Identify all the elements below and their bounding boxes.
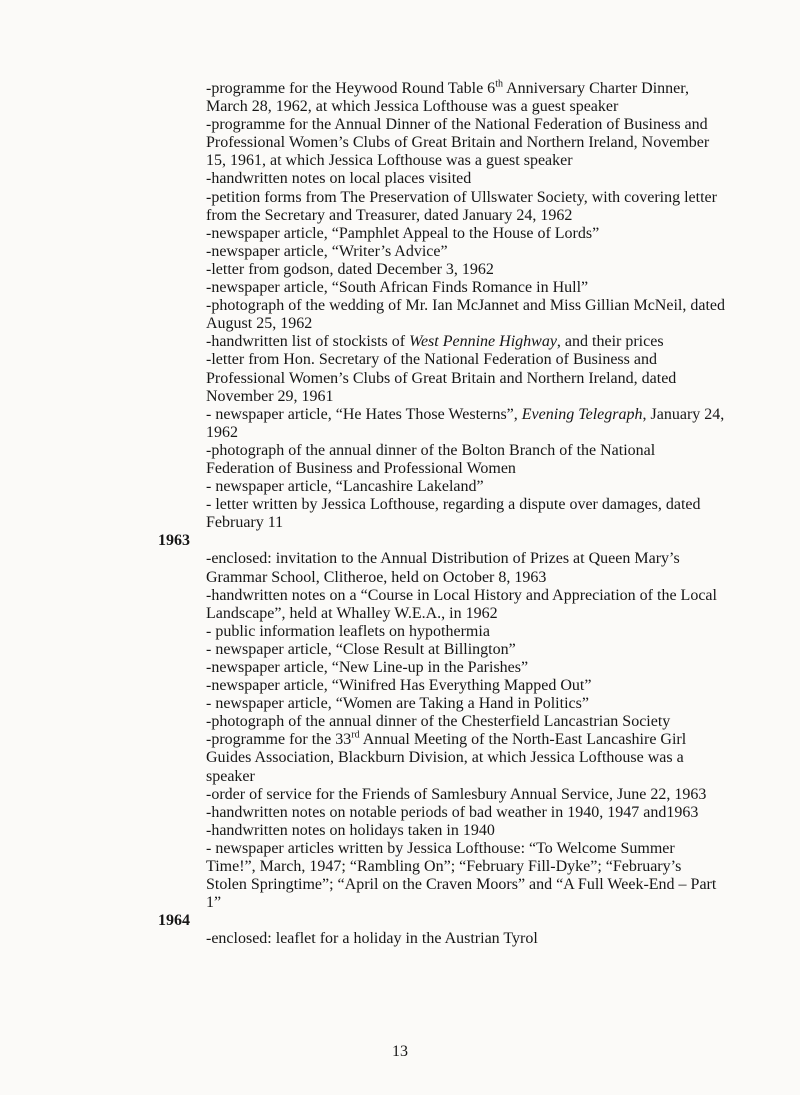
list-item: - newspaper article, “Women are Taking a Hand in Politics” xyxy=(206,695,589,713)
list-item: -programme for the Heywood Round Table 6th Anniversary Charter Dinner, March 28, 1962, at which Jessica Lofthouse was a guest speaker xyxy=(206,78,689,116)
year-gap-1964 xyxy=(206,912,726,930)
list-item: -newspaper article, “Winifred Has Everything Mapped Out” xyxy=(206,677,592,695)
list-1963 xyxy=(206,550,726,912)
list-item: - newspaper articles written by Jessica Lofthouse: “To Welcome Summer Time!”, March, 1947; “Rambling On”; “February Fill-Dyke”; “February’s Stolen Springtime”; “April on the Craven Moors” and “A Full Week-End – Part 1” xyxy=(206,839,717,912)
list-1962 xyxy=(206,80,726,532)
list-item: -newspaper article, “Pamphlet Appeal to the House of Lords” xyxy=(206,224,600,242)
list-item: -letter from Hon. Secretary of the National Federation of Business and Professional Women’s Clubs of Great Britain and Northern Ireland, dated November 29, 1961 xyxy=(206,351,677,405)
list-item: -programme for the Annual Dinner of the National Federation of Business and Professional Women’s Clubs of Great Britain and Northern Ireland, November 15, 1961, at which Jessica Lofthouse was a guest speaker xyxy=(206,116,710,170)
page-number: 13 xyxy=(392,1043,408,1060)
list-item: -handwritten notes on a “Course in Local History and Appreciation of the Local Landscape”, held at Whalley W.E.A., in 1962 xyxy=(206,586,717,622)
list-item: -enclosed: invitation to the Annual Distribution of Prizes at Queen Mary’s Grammar School, Clitheroe, held on October 8, 1963 xyxy=(206,550,680,586)
list-item: -newspaper article, “Writer’s Advice” xyxy=(206,242,448,260)
list-item: -handwritten list of stockists of West Pennine Highway, and their prices xyxy=(206,333,664,351)
list-item: -newspaper article, “New Line-up in the Parishes” xyxy=(206,659,529,676)
list-item: -letter from godson, dated December 3, 1962 xyxy=(206,260,494,278)
year-gap-1963 xyxy=(206,532,726,550)
list-item: - newspaper article, “Lancashire Lakeland” xyxy=(206,478,484,496)
list-item: - public information leaflets on hypothermia xyxy=(206,622,490,640)
list-item: -handwritten notes on notable periods of bad weather in 1940, 1947 and1963 xyxy=(206,803,699,821)
document-body xyxy=(206,80,726,949)
list-item: -petition forms from The Preservation of Ullswater Society, with covering letter from the Secretary and Treasurer, dated January 24, 1962 xyxy=(206,188,717,224)
list-item: - newspaper article, “Close Result at Billington” xyxy=(206,640,516,658)
list-item: - letter written by Jessica Lofthouse, regarding a dispute over damages, dated February 11 xyxy=(206,496,701,532)
list-item: -handwritten notes on holidays taken in 1940 xyxy=(206,821,495,839)
year-heading-1964: 1964 xyxy=(158,912,190,930)
list-item: -photograph of the wedding of Mr. Ian McJannet and Miss Gillian McNeil, dated August 25, 1962 xyxy=(206,297,725,333)
list-item: -order of service for the Friends of Samlesbury Annual Service, June 22, 1963 xyxy=(206,785,707,803)
list-item: -enclosed: leaflet for a holiday in the Austrian Tyrol xyxy=(206,930,538,948)
list-1964 xyxy=(206,930,726,948)
list-item: - newspaper article, “He Hates Those Westerns”, Evening Telegraph, January 24, 1962 xyxy=(206,405,725,441)
year-heading-1963: 1963 xyxy=(158,532,190,550)
list-item: -newspaper article, “South African Finds Romance in Hull” xyxy=(206,279,589,297)
list-item: -photograph of the annual dinner of the Chesterfield Lancastrian Society xyxy=(206,713,671,731)
list-item: -programme for the 33rd Annual Meeting of the North-East Lancashire Girl Guides Association, Blackburn Division, at which Jessica Lofthouse was a speaker xyxy=(206,730,687,785)
list-item: -handwritten notes on local places visited xyxy=(206,170,472,188)
list-item: -photograph of the annual dinner of the Bolton Branch of the National Federation of Business and Professional Women xyxy=(206,441,656,477)
